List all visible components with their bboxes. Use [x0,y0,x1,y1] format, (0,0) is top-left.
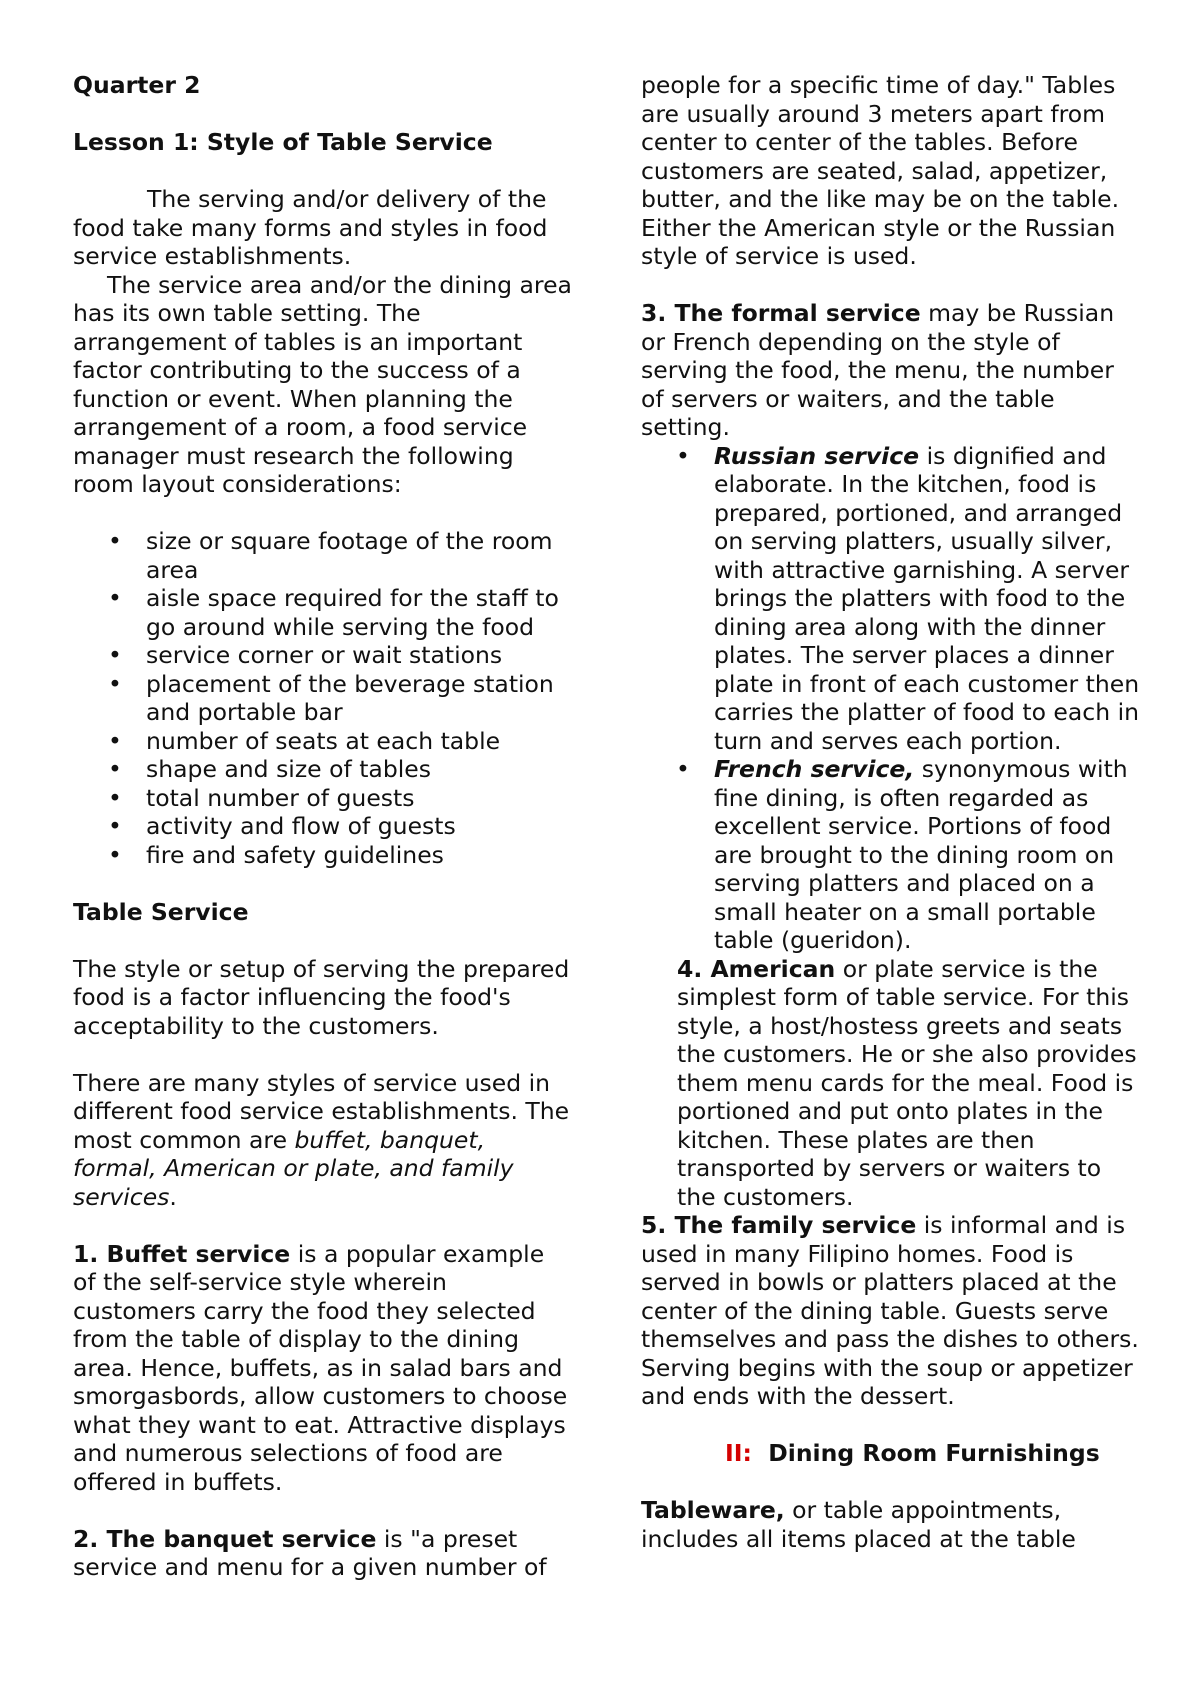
list-item: • activity and flow of guests [108,812,456,840]
bullet-icon: • [108,641,122,669]
section-2-heading: II: Dining Room Furnishings [725,1439,1100,1467]
list-item: • number of seats at each table [108,726,501,755]
table-service-paragraph-1: The style or setup of serving the prepared food is a factor influencing the food's acceptability to the customers. [73,954,570,1040]
roman-numeral: II: [725,1439,752,1467]
list-item: • service corner or wait stations [108,641,503,669]
formal-paragraph: 3. The formal service may be Russian or French depending on the style of serving the food, the menu, the number of servers or waiters, and the table setting. [641,299,1115,441]
family-paragraph: 5. The family service is informal and is used in many Filipino homes. Food is served in bowls or platters placed at the center of the dining table. Guests serve themselves and pass the dishes to others. Serving begins with the soup or appetizer and ends with the dessert. [641,1211,1139,1410]
bullet-icon: • [108,783,122,812]
formal-service-types-list [641,442,1141,955]
table-service-heading: Table Service [73,897,249,926]
considerations-list [73,527,573,869]
list-item: • Russian service is dignified and elaborate. In the kitchen, food is prepared, portioned, and arranged on serving platters, usually silver, with attractive garnishing. A server brings the platters with food to the dining area along with the dinner plates. The server places a dinner plate in front of each customer then carries the platter of food to each in turn and serves each portion. [676,441,1140,755]
intro-paragraph-1: The serving and/or delivery of the food take many forms and styles in food service establishments. [73,185,548,270]
list-item: • fire and safety guidelines [108,840,444,869]
banquet-paragraph-start: 2. The banquet service is "a preset service and menu for a given number of [73,1524,547,1581]
buffet-paragraph: 1. Buffet service is a popular example of the self-service style wherein customers carry the food they selected from the table of display to the dining area. Hence, buffets, as in salad bars and smorgasbords, allow customers to choose what they want to eat. Attractive displays and numerous selections of food are offered in buffets. [73,1239,568,1496]
bullet-icon: • [108,584,122,612]
list-item: • aisle space required for the staff to go around while serving the food [108,584,559,641]
bullet-icon: • [108,840,122,869]
bullet-icon: • [108,527,122,555]
bullet-icon: • [676,441,690,470]
american-paragraph: 4. American or plate service is the simplest form of table service. For this style, a host/hostess greets and seats the customers. He or she also provides them menu cards for the meal. Food is portioned and put onto plates in the kitchen. These plates are then transported by servers or waiters to the customers. [677,954,1137,1211]
list-item: • shape and size of tables [108,755,431,783]
bullet-icon: • [108,755,122,783]
bullet-icon: • [108,726,122,755]
intro-paragraph-2: The service area and/or the dining area has its own table setting. The arrangement of tables is an important factor contributing to the success of a function or event. When planning the arrangement of a room, a food service manager must research the following room layout considerations: [73,270,572,498]
bullet-icon: • [108,812,122,840]
banquet-paragraph-continued: people for a specific time of day." Tables are usually around 3 meters apart from center to center of the tables. Before customers are seated, salad, appetizer, butter, and the like may be on the table. Either the American style or the Russian style of service is used. [641,71,1120,270]
bullet-icon: • [676,755,690,783]
list-item: • total number of guests [108,783,415,812]
left-column [73,71,573,1582]
list-item: • placement of the beverage station and portable bar [108,669,554,726]
table-service-paragraph-2: There are many styles of service used in different food service establishments. The most common are buffet, banquet, formal, American or plate, and family services. [73,1068,570,1211]
list-item: • French service, synonymous with fine dining, is often regarded as excellent service. Portions of food are brought to the dining room on serving platters and placed on a small heater on a small portable table (gueridon). [676,755,1128,954]
tableware-paragraph: Tableware, or table appointments, includes all items placed at the table [641,1496,1076,1553]
bullet-icon: • [108,669,122,698]
quarter-heading: Quarter 2 [73,71,201,99]
lesson-title: Lesson 1: Style of Table Service [73,128,493,156]
right-column [641,71,1141,1553]
list-item: • size or square footage of the room area [108,527,553,584]
